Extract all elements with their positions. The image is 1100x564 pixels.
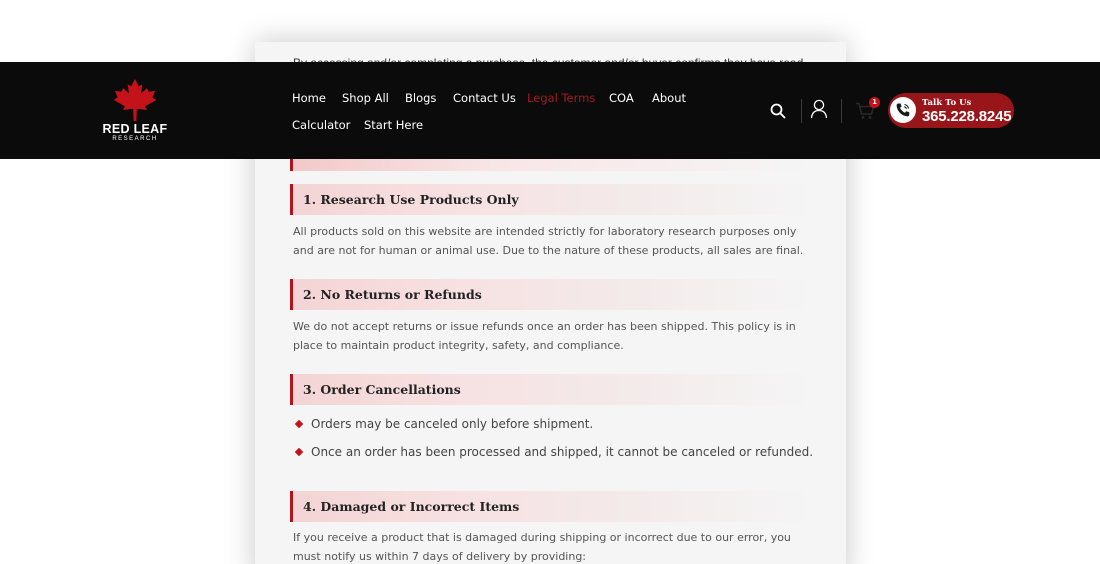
phone-icon-badge — [890, 97, 916, 123]
nav-blogs[interactable]: Blogs — [405, 91, 437, 105]
section-heading-cancellations: 3. Order Cancellations — [290, 374, 810, 405]
nav-calculator[interactable]: Calculator — [292, 118, 351, 132]
phone-icon — [895, 102, 911, 118]
section-body-no-returns: We do not accept returns or issue refunds once an order has been shipped. This policy is in place to maintain product integrity, safety, and compliance. — [293, 320, 796, 352]
talk-to-us-button[interactable] — [888, 93, 1014, 128]
list-item-text: Orders may be canceled only before shipment. — [311, 417, 594, 431]
nav-shop-all[interactable]: Shop All — [342, 91, 389, 105]
cart-count-badge: 1 — [869, 97, 880, 108]
search-icon[interactable] — [770, 103, 786, 124]
phone-number: 365.228.8245 — [922, 108, 1012, 125]
nav-about[interactable]: About — [652, 91, 687, 105]
list-item-text: Once an order has been processed and shipped, it cannot be canceled or refunded. — [311, 445, 814, 459]
header-divider — [841, 99, 842, 123]
section-body-damaged: If you receive a product that is damaged during shipping or incorrect due to our error, you must notify us within 7 days of delivery by providing: — [293, 531, 791, 563]
site-header — [0, 62, 1100, 159]
logo-subtitle: RESEARCH — [112, 136, 158, 142]
site-logo[interactable] — [100, 78, 170, 146]
section-heading-research-use: 1. Research Use Products Only — [290, 184, 810, 215]
logo-name: RED LEAF — [102, 122, 168, 136]
section-heading-no-returns: 2. No Returns or Refunds — [290, 279, 810, 310]
nav-coa[interactable]: COA — [609, 91, 634, 105]
user-icon[interactable] — [810, 99, 828, 124]
nav-contact-us[interactable]: Contact Us — [453, 91, 516, 105]
nav-start-here[interactable]: Start Here — [364, 118, 424, 132]
nav-legal-terms[interactable]: Legal Terms — [527, 91, 596, 105]
bullet-icon — [295, 448, 303, 456]
nav-home[interactable]: Home — [292, 91, 326, 105]
call-label: Talk To Us — [922, 98, 972, 108]
bullet-icon — [295, 420, 303, 428]
section-body-research-use: All products sold on this website are intended strictly for laboratory research purposes only and are not for human or animal use. Due to the nature of these products, all sales are final. — [293, 225, 804, 257]
section-heading-damaged: 4. Damaged or Incorrect Items — [290, 491, 810, 522]
header-divider — [801, 99, 802, 123]
maple-leaf-icon — [112, 78, 158, 122]
